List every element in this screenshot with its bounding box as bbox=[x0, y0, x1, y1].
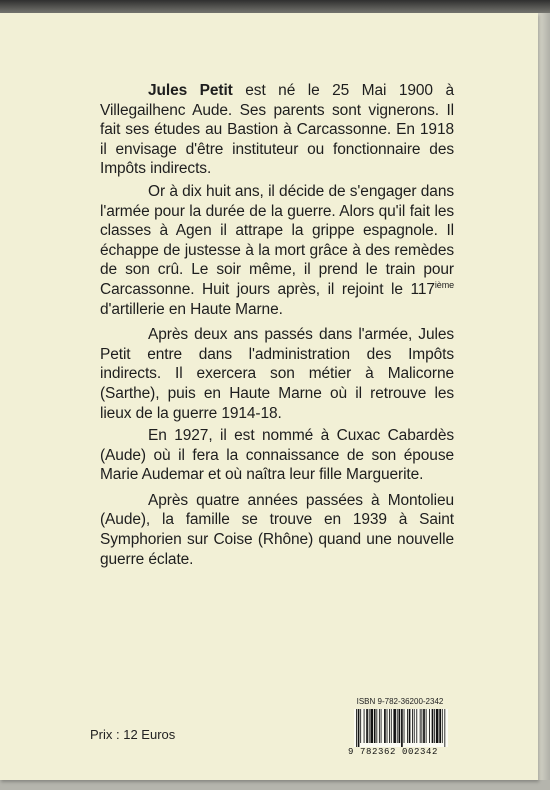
author-name: Jules Petit bbox=[148, 82, 233, 99]
paragraph-2-text-after: d'artillerie en Haute Marne. bbox=[100, 300, 283, 318]
barcode-bar bbox=[384, 709, 386, 743]
paragraph-3: Après deux ans passés dans l'armée, Jules Petit entre dans l'administration des Impôts indirects. Il exercera son métier à Malicorne (Sarthe), puis en Haute Marne où il retrouve les lieux de la guerre 1914-18. bbox=[100, 326, 454, 422]
barcode-bar bbox=[366, 709, 368, 743]
barcode-bar bbox=[397, 709, 398, 743]
paragraph-2-superscript: ième bbox=[434, 279, 454, 290]
barcode-bar bbox=[439, 709, 441, 743]
paragraph-5: Après quatre années passées à Montolieu (Aude), la famille se trouve en 1939 à Saint Symphorien sur Coise (Rhône) quand une nouvelle guerre éclate. bbox=[100, 491, 454, 568]
barcode-bar bbox=[399, 709, 401, 743]
blurb-text bbox=[100, 81, 454, 569]
barcode-bar bbox=[374, 709, 376, 743]
barcode-bar bbox=[432, 709, 434, 743]
paragraph-2 bbox=[100, 182, 454, 319]
paragraph-1-text: est né le 25 Mai 1900 à Villegailhenc Aude. Ses parents sont vignerons. Il fait ses études au Bastion à Carcassonne. En 1918 il envisage d'être instituteur ou fonctionnaire des Impôts indirects. bbox=[100, 82, 454, 178]
barcode-bar bbox=[376, 709, 377, 743]
barcode-bar bbox=[379, 709, 380, 743]
price-label: Prix : 12 Euros bbox=[90, 727, 176, 742]
paragraph-1 bbox=[100, 81, 454, 179]
barcode-bar bbox=[434, 709, 435, 743]
barcode-bar bbox=[414, 709, 415, 743]
barcode-bar bbox=[381, 709, 382, 743]
barcode-bar bbox=[393, 709, 396, 743]
paragraph-4: En 1927, il est nommé à Cuxac Cabardès (Aude) où il fera la connaissance de son épouse Marie Audemar et où naîtra leur fille Marguerite. bbox=[100, 427, 454, 484]
barcode-bar bbox=[370, 709, 373, 743]
barcode-bar bbox=[404, 709, 405, 743]
barcode-bar bbox=[421, 709, 422, 743]
barcode-bar bbox=[387, 709, 388, 743]
isbn-label: ISBN 9-782-36200-2342 bbox=[356, 697, 444, 706]
bottom-edge bbox=[0, 780, 550, 790]
isbn-digits: 9 782362 002342 bbox=[348, 747, 439, 757]
barcode bbox=[348, 697, 452, 759]
barcode-bar bbox=[444, 709, 445, 747]
right-edge bbox=[538, 13, 550, 790]
barcode-bar bbox=[389, 709, 390, 743]
barcode-bar bbox=[426, 709, 427, 743]
barcode-bar bbox=[364, 709, 365, 743]
barcode-bar bbox=[356, 709, 357, 747]
barcode-bar bbox=[391, 709, 392, 743]
barcode-bar bbox=[360, 709, 361, 743]
barcode-bar bbox=[416, 709, 417, 743]
barcode-bar bbox=[358, 709, 360, 747]
barcode-bar bbox=[407, 709, 408, 743]
barcode-bar bbox=[412, 709, 413, 743]
barcode-bar bbox=[429, 709, 430, 743]
top-edge bbox=[0, 0, 550, 14]
barcode-bar bbox=[369, 709, 370, 743]
barcode-bar bbox=[423, 709, 425, 743]
paragraph-2-text-before: Or à dix huit ans, il décide de s'engager dans l'armée pour la durée de la guerre. Alors qu'il fait les classes à Agen il attrape la grippe espagnole. Il échappe de justesse à la mort grâce à des remèdes de son crû. Le soir même, il prend le train pour Carcassonne. Huit jours après, il rejoint le 117 bbox=[100, 182, 454, 298]
barcode-bar bbox=[409, 709, 411, 743]
barcode-bar bbox=[436, 709, 439, 743]
barcode-bar bbox=[442, 709, 443, 743]
barcode-bar bbox=[420, 709, 421, 743]
barcode-bar bbox=[401, 709, 403, 747]
barcode-bars bbox=[354, 709, 448, 747]
